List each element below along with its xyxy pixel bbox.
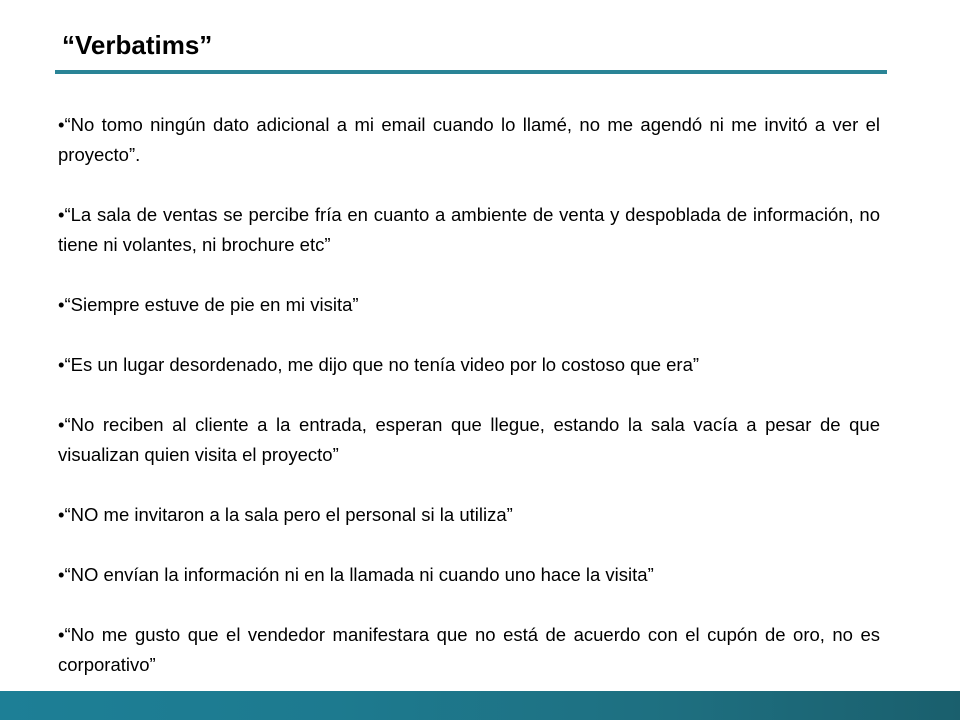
verbatim-text: “Es un lugar desordenado, me dijo que no tenía video por lo costoso que era” xyxy=(64,354,700,375)
verbatim-item xyxy=(58,290,880,320)
bullet-icon: • xyxy=(58,294,65,315)
title-divider xyxy=(55,70,887,74)
bullet-icon: • xyxy=(58,504,65,525)
verbatim-text: “Siempre estuve de pie en mi visita” xyxy=(64,294,359,315)
verbatim-item xyxy=(58,200,880,260)
verbatim-item xyxy=(58,620,880,680)
verbatim-text: “No tomo ningún dato adicional a mi email cuando lo llamé, no me agendó ni me invitó a ver el proyecto”. xyxy=(58,114,880,165)
bullet-icon: • xyxy=(58,204,65,225)
bullet-icon: • xyxy=(58,624,65,645)
bullet-icon: • xyxy=(58,354,65,375)
bullet-icon: • xyxy=(58,414,65,435)
verbatim-text: “No me gusto que el vendedor manifestara que no está de acuerdo con el cupón de oro, no es corporativo” xyxy=(58,624,880,675)
bullet-icon: • xyxy=(58,114,65,135)
verbatim-item xyxy=(58,560,880,590)
footer-bar xyxy=(0,691,960,720)
verbatim-item xyxy=(58,350,880,380)
verbatim-text: “NO me invitaron a la sala pero el personal si la utiliza” xyxy=(64,504,513,525)
verbatim-item xyxy=(58,110,880,170)
verbatim-text: “La sala de ventas se percibe fría en cuanto a ambiente de venta y despoblada de información, no tiene ni volantes, ni brochure etc” xyxy=(58,204,880,255)
verbatim-text: “No reciben al cliente a la entrada, esperan que llegue, estando la sala vacía a pesar de que visualizan quien visita el proyecto” xyxy=(58,414,880,465)
verbatim-item xyxy=(58,500,880,530)
verbatim-list xyxy=(58,110,880,680)
slide-title: “Verbatims” xyxy=(62,30,213,60)
verbatim-text: “NO envían la información ni en la llamada ni cuando uno hace la visita” xyxy=(64,564,654,585)
bullet-icon: • xyxy=(58,564,65,585)
verbatim-item xyxy=(58,410,880,470)
